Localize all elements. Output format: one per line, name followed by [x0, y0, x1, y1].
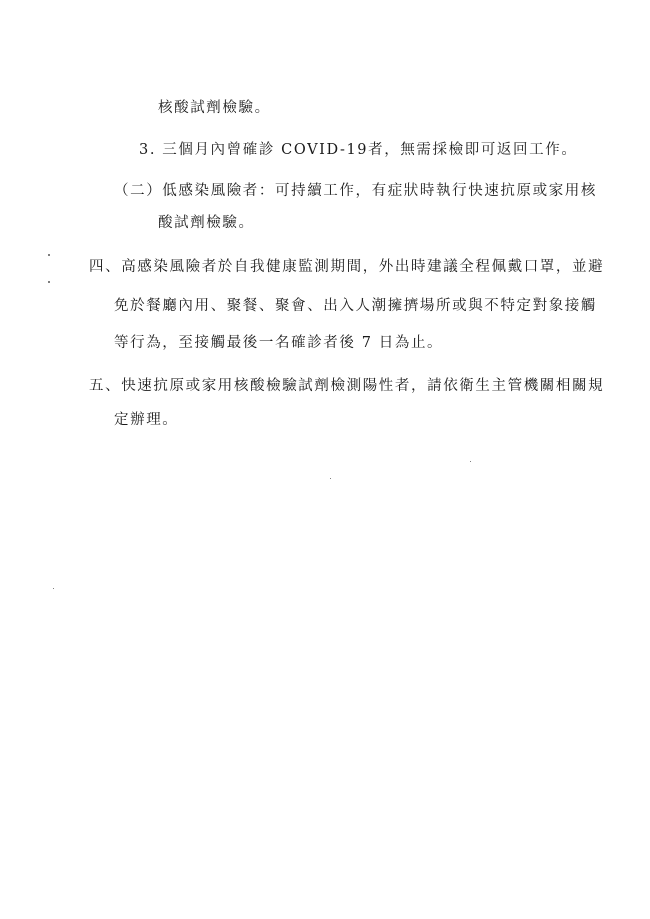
- text-line-2: 3. 三個月內曾確診 COVID-19者，無需採檢即可返回工作。: [139, 142, 578, 158]
- text-line-4: 酸試劑檢驗。: [158, 215, 255, 231]
- text-line-3: （二）低感染風險者：可持續工作，有症狀時執行快速抗原或家用核: [114, 183, 597, 199]
- text-line-9: 定辦理。: [114, 412, 179, 428]
- text-line-8: 五、快速抗原或家用核酸檢驗試劑檢測陽性者，請依衛生主管機關相關規: [89, 378, 605, 394]
- text-line-7: 等行為，至接觸最後一名確診者後 7 日為止。: [114, 335, 444, 351]
- text-line-6: 免於餐廳內用、聚餐、聚會、出入人潮擁擠場所或與不特定對象接觸: [114, 298, 597, 314]
- text-line-1: 核酸試劑檢驗。: [158, 100, 271, 116]
- scan-speck: [48, 254, 50, 256]
- scan-speck: [48, 281, 50, 283]
- scan-speck: [470, 461, 471, 462]
- text-line-5: 四、高感染風險者於自我健康監測期間，外出時建議全程佩戴口罩，並避: [89, 259, 605, 275]
- scan-speck: [330, 478, 331, 479]
- scan-speck: [53, 588, 54, 589]
